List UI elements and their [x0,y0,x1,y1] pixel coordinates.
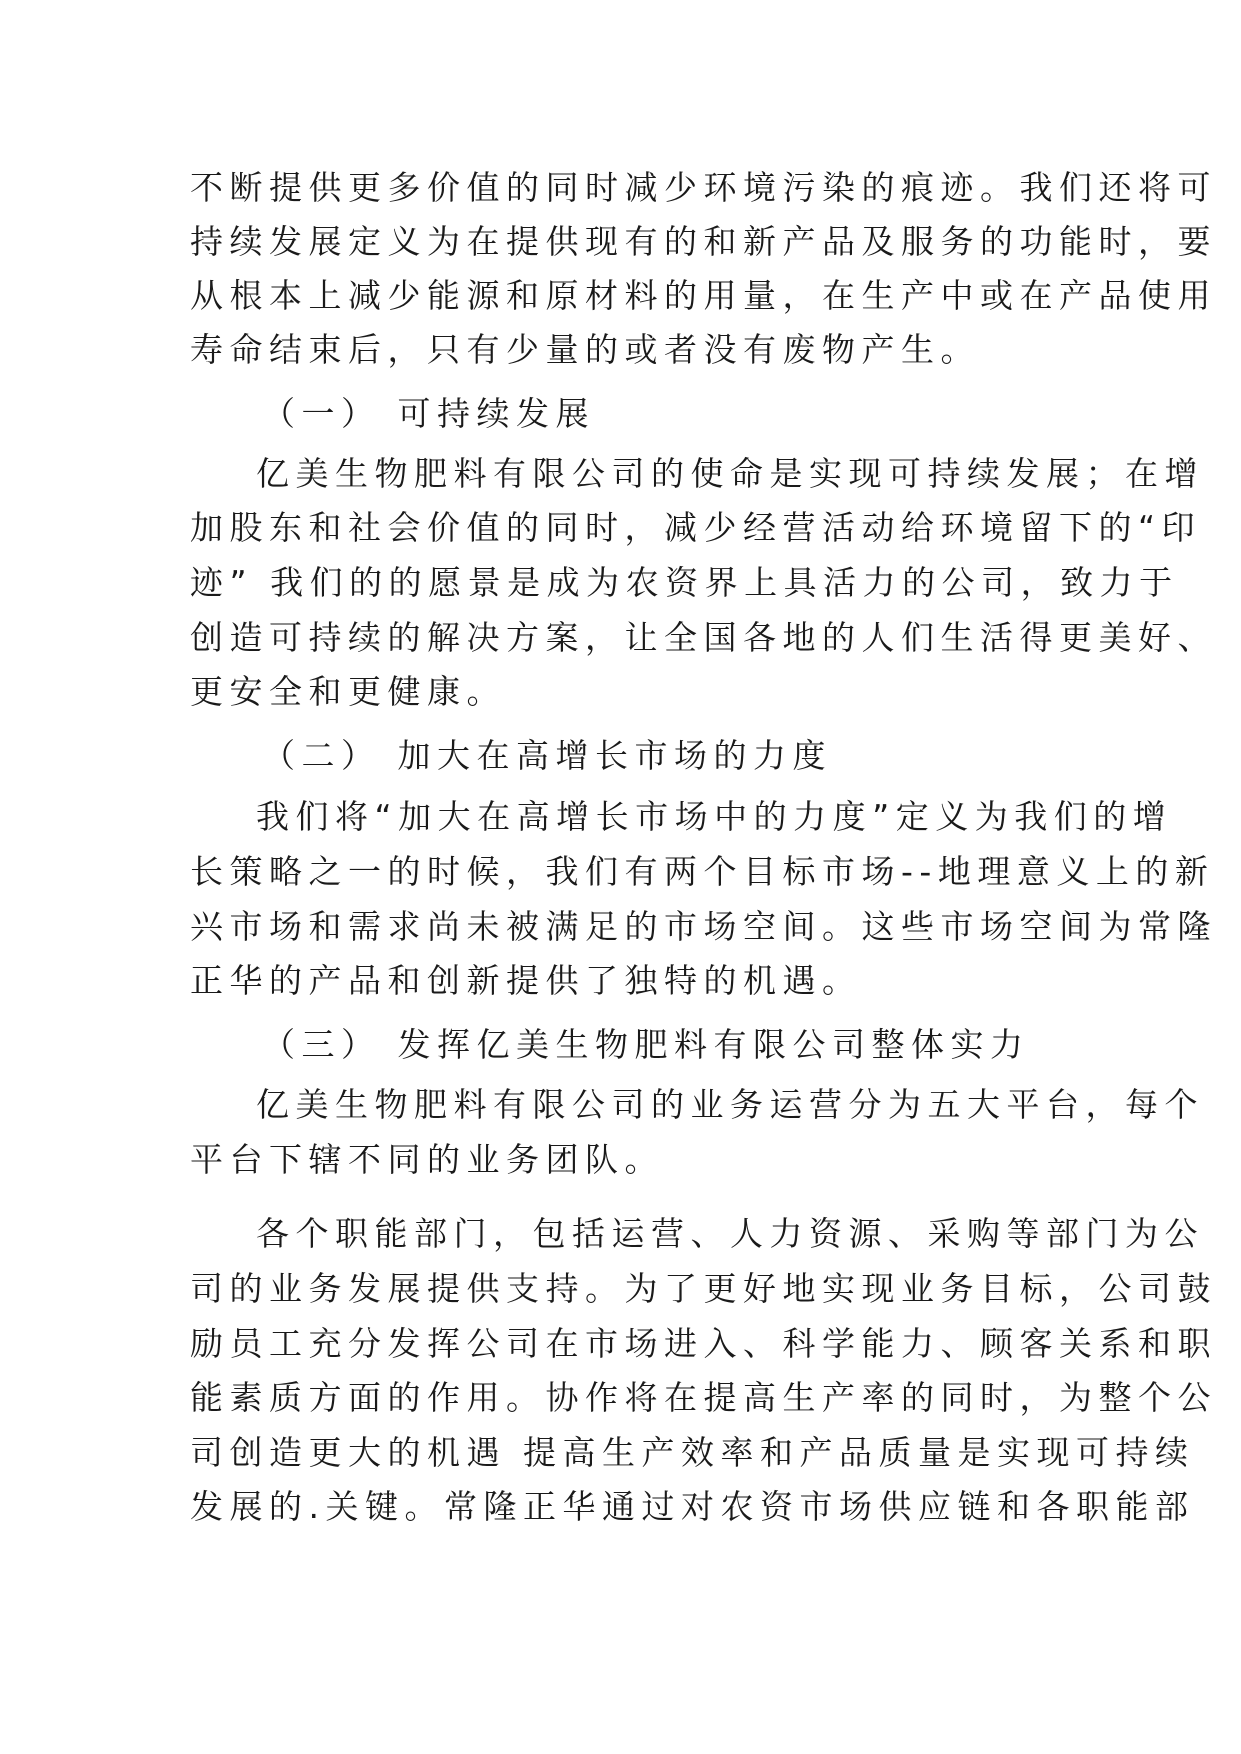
paragraph-line: 创造可持续的解决方案，让全国各地的人们生活得更美好、 [190,618,1217,657]
paragraph-line: 能素质方面的作用。协作将在提高生产率的同时，为整个公 [190,1378,1217,1417]
paragraph-line: 亿美生物肥料有限公司的业务运营分为五大平台，每个 [256,1085,1204,1124]
paragraph-line: 加股东和社会价值的同时，减少经营活动给环境留下的“印 [190,508,1202,547]
paragraph-line: 各个职能部门，包括运营、人力资源、采购等部门为公 [256,1214,1204,1253]
paragraph-line: 长策略之一的时候，我们有两个目标市场--地理意义上的新 [190,852,1215,891]
paragraph-line: 司的业务发展提供支持。为了更好地实现业务目标，公司鼓 [190,1269,1217,1308]
section-heading-3: （三） 发挥亿美生物肥料有限公司整体实力 [262,1025,1030,1064]
section-heading-1: （一） 可持续发展 [262,394,595,433]
paragraph-line: 持续发展定义为在提供现有的和新产品及服务的功能时，要 [190,222,1217,261]
paragraph-line: 励员工充分发挥公司在市场进入、科学能力、顾客关系和职 [190,1324,1217,1363]
paragraph-line: 兴市场和需求尚未被满足的市场空间。这些市场空间为常隆 [190,907,1217,946]
paragraph-line: 发展的.关键。常隆正华通过对农资市场供应链和各职能部 [190,1487,1195,1526]
paragraph-line: 亿美生物肥料有限公司的使命是实现可持续发展；在增 [256,454,1204,493]
paragraph-line: 更安全和更健康。 [190,672,506,711]
paragraph-line: 司创造更大的机遇 提高生产效率和产品质量是实现可持续 [190,1433,1195,1472]
paragraph-line: 正华的产品和创新提供了独特的机遇。 [190,961,862,1000]
paragraph-line: 迹” 我们的的愿景是成为农资界上具活力的公司，致力于 [190,563,1179,602]
paragraph-line: 从根本上减少能源和原材料的用量，在生产中或在产品使用 [190,276,1217,315]
paragraph-line: 平台下辖不同的业务团队。 [190,1140,664,1179]
paragraph-line: 不断提供更多价值的同时减少环境污染的痕迹。我们还将可 [190,168,1217,207]
section-heading-2: （二） 加大在高增长市场的力度 [262,736,832,775]
paragraph-line: 寿命结束后，只有少量的或者没有废物产生。 [190,330,980,369]
paragraph-line: 我们将“加大在高增长市场中的力度”定义为我们的增 [256,797,1173,836]
